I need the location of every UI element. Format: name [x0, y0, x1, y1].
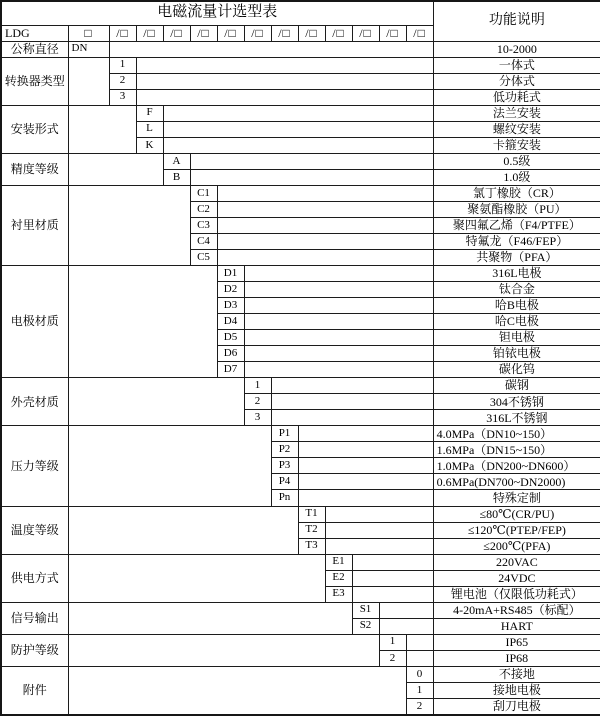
desc-column-header: 功能说明 [433, 1, 600, 41]
desc-cell: 聚氨酯橡胶（PU） [433, 201, 600, 217]
left-gap [68, 185, 190, 265]
code-cell: C2 [190, 201, 217, 217]
code-cell: D4 [217, 314, 244, 330]
code-cell: L [136, 121, 163, 137]
code-cell: K [136, 137, 163, 153]
code-cell: A [163, 153, 190, 169]
right-gap [406, 650, 433, 666]
code-cell: T2 [298, 522, 325, 538]
right-gap [325, 522, 433, 538]
code-cell: P1 [271, 426, 298, 442]
table-row [1, 1, 600, 25]
right-gap [298, 490, 433, 506]
code-cell: S2 [352, 618, 379, 634]
right-gap [244, 362, 433, 378]
category-label: 电极材质 [1, 266, 68, 378]
code-cell: C5 [190, 250, 217, 266]
desc-cell: 碳钢 [433, 378, 600, 394]
right-gap [298, 458, 433, 474]
model-slot-box: /□ [298, 25, 325, 41]
desc-cell: 316L电极 [433, 266, 600, 282]
table-row [1, 378, 600, 394]
desc-cell: ≤120℃(PTEP/FEP) [433, 522, 600, 538]
code-cell: E2 [325, 570, 352, 586]
left-gap [68, 266, 217, 378]
table-row [1, 266, 600, 282]
desc-cell: 4-20mA+RS485（标配） [433, 602, 600, 618]
left-gap [68, 666, 406, 715]
right-gap [244, 282, 433, 298]
code-cell: 2 [244, 394, 271, 410]
code-cell: D6 [217, 346, 244, 362]
desc-cell: 聚四氟乙烯（F4/PTFE） [433, 217, 600, 233]
table-row [1, 602, 600, 618]
desc-cell: 分体式 [433, 73, 600, 89]
left-gap [68, 153, 163, 185]
left-gap [68, 506, 298, 554]
desc-cell: 哈B电极 [433, 298, 600, 314]
desc-cell: 接地电极 [433, 682, 600, 698]
code-cell: P3 [271, 458, 298, 474]
desc-cell: 螺纹安装 [433, 121, 600, 137]
desc-cell: 1.0MPa（DN200~DN600） [433, 458, 600, 474]
right-gap [136, 57, 433, 73]
table-row [1, 634, 600, 650]
code-cell: D2 [217, 282, 244, 298]
code-cell: Pn [271, 490, 298, 506]
model-slot-box: /□ [109, 25, 136, 41]
code-cell: 3 [109, 89, 136, 105]
model-slot-box: /□ [163, 25, 190, 41]
desc-cell: 一体式 [433, 57, 600, 73]
table-row [1, 666, 600, 682]
model-slot-box: /□ [325, 25, 352, 41]
desc-cell: ≤200℃(PFA) [433, 538, 600, 554]
model-slot-box: /□ [217, 25, 244, 41]
model-slot-box: /□ [406, 25, 433, 41]
desc-cell: 4.0MPa（DN10~150） [433, 426, 600, 442]
desc-cell: 刮刀电极 [433, 698, 600, 715]
model-slot-box: /□ [190, 25, 217, 41]
code-cell: 2 [406, 698, 433, 715]
code-cell: C4 [190, 233, 217, 249]
desc-cell: 不接地 [433, 666, 600, 682]
category-label: 供电方式 [1, 554, 68, 602]
right-gap [244, 298, 433, 314]
right-gap [325, 506, 433, 522]
selection-table-body [1, 1, 600, 715]
desc-cell: 24VDC [433, 570, 600, 586]
category-label: 精度等级 [1, 153, 68, 185]
desc-cell: 低功耗式 [433, 89, 600, 105]
desc-cell: 碳化钨 [433, 362, 600, 378]
left-gap [68, 105, 136, 153]
desc-cell: 哈C电极 [433, 314, 600, 330]
desc-cell: 1.6MPa（DN15~150） [433, 442, 600, 458]
left-gap [68, 602, 352, 634]
code-cell: 1 [244, 378, 271, 394]
code-cell: D7 [217, 362, 244, 378]
right-gap [298, 474, 433, 490]
right-gap [217, 217, 433, 233]
code-cell: 1 [109, 57, 136, 73]
right-gap [163, 105, 433, 121]
code-cell: E3 [325, 586, 352, 602]
desc-cell: IP65 [433, 634, 600, 650]
table-row [1, 105, 600, 121]
category-label: 公称直径 [1, 41, 68, 57]
desc-cell: 1.0级 [433, 169, 600, 185]
table-title: 电磁流量计选型表 [1, 1, 433, 25]
model-slot-box: /□ [136, 25, 163, 41]
right-gap [109, 41, 433, 57]
desc-cell: 钛合金 [433, 282, 600, 298]
right-gap [190, 153, 433, 169]
right-gap [352, 554, 433, 570]
right-gap [136, 89, 433, 105]
code-cell: D3 [217, 298, 244, 314]
right-gap [190, 169, 433, 185]
code-cell: T3 [298, 538, 325, 554]
right-gap [163, 121, 433, 137]
code-cell: E1 [325, 554, 352, 570]
code-cell: DN [68, 41, 109, 57]
right-gap [217, 250, 433, 266]
right-gap [352, 570, 433, 586]
code-cell: 2 [109, 73, 136, 89]
code-cell: P2 [271, 442, 298, 458]
table-row [1, 57, 600, 73]
model-prefix-label: LDG [1, 25, 68, 41]
category-label: 外壳材质 [1, 378, 68, 426]
desc-cell: HART [433, 618, 600, 634]
category-label: 温度等级 [1, 506, 68, 554]
desc-cell: 钽电极 [433, 330, 600, 346]
code-cell: D1 [217, 266, 244, 282]
right-gap [217, 201, 433, 217]
code-cell: F [136, 105, 163, 121]
desc-cell: 锂电池（仅限低功耗式） [433, 586, 600, 602]
right-gap [298, 442, 433, 458]
code-cell: S1 [352, 602, 379, 618]
desc-cell: ≤80℃(CR/PU) [433, 506, 600, 522]
right-gap [271, 410, 433, 426]
code-cell: 1 [406, 682, 433, 698]
category-label: 安装形式 [1, 105, 68, 153]
right-gap [217, 233, 433, 249]
table-row [1, 554, 600, 570]
code-cell: C3 [190, 217, 217, 233]
code-cell: C1 [190, 185, 217, 201]
desc-cell: IP68 [433, 650, 600, 666]
table-row [1, 153, 600, 169]
category-label: 附件 [1, 666, 68, 715]
desc-cell: 10-2000 [433, 41, 600, 57]
table-row [1, 41, 600, 57]
desc-cell: 316L不锈钢 [433, 410, 600, 426]
right-gap [271, 378, 433, 394]
model-slot-box: /□ [379, 25, 406, 41]
category-label: 防护等级 [1, 634, 68, 666]
left-gap [68, 426, 271, 506]
desc-cell: 共聚物（PFA） [433, 250, 600, 266]
code-cell: B [163, 169, 190, 185]
desc-cell: 特殊定制 [433, 490, 600, 506]
table-row [1, 185, 600, 201]
table-row [1, 426, 600, 442]
right-gap [217, 185, 433, 201]
right-gap [136, 73, 433, 89]
code-cell: 0 [406, 666, 433, 682]
desc-cell: 0.5级 [433, 153, 600, 169]
code-cell: 2 [379, 650, 406, 666]
category-label: 衬里材质 [1, 185, 68, 265]
desc-cell: 铂铱电极 [433, 346, 600, 362]
code-cell: T1 [298, 506, 325, 522]
desc-cell: 法兰安装 [433, 105, 600, 121]
right-gap [244, 330, 433, 346]
desc-cell: 220VAC [433, 554, 600, 570]
table-row [1, 506, 600, 522]
model-slot-box: /□ [244, 25, 271, 41]
left-gap [68, 57, 109, 105]
right-gap [244, 346, 433, 362]
model-first-box: □ [68, 25, 109, 41]
right-gap [379, 618, 433, 634]
desc-cell: 卡箍安装 [433, 137, 600, 153]
right-gap [271, 394, 433, 410]
right-gap [325, 538, 433, 554]
model-slot-box: /□ [352, 25, 379, 41]
category-label: 压力等级 [1, 426, 68, 506]
desc-cell: 特氟龙（F46/FEP） [433, 233, 600, 249]
code-cell: D5 [217, 330, 244, 346]
left-gap [68, 634, 379, 666]
category-label: 信号输出 [1, 602, 68, 634]
left-gap [68, 554, 325, 602]
code-cell: P4 [271, 474, 298, 490]
right-gap [298, 426, 433, 442]
desc-cell: 氯丁橡胶（CR） [433, 185, 600, 201]
model-slot-box: /□ [271, 25, 298, 41]
right-gap [406, 634, 433, 650]
right-gap [244, 266, 433, 282]
right-gap [352, 586, 433, 602]
desc-cell: 0.6MPa(DN700~DN2000) [433, 474, 600, 490]
right-gap [163, 137, 433, 153]
category-label: 转换器类型 [1, 57, 68, 105]
code-cell: 1 [379, 634, 406, 650]
right-gap [244, 314, 433, 330]
desc-cell: 304不锈钢 [433, 394, 600, 410]
left-gap [68, 378, 244, 426]
right-gap [379, 602, 433, 618]
code-cell: 3 [244, 410, 271, 426]
